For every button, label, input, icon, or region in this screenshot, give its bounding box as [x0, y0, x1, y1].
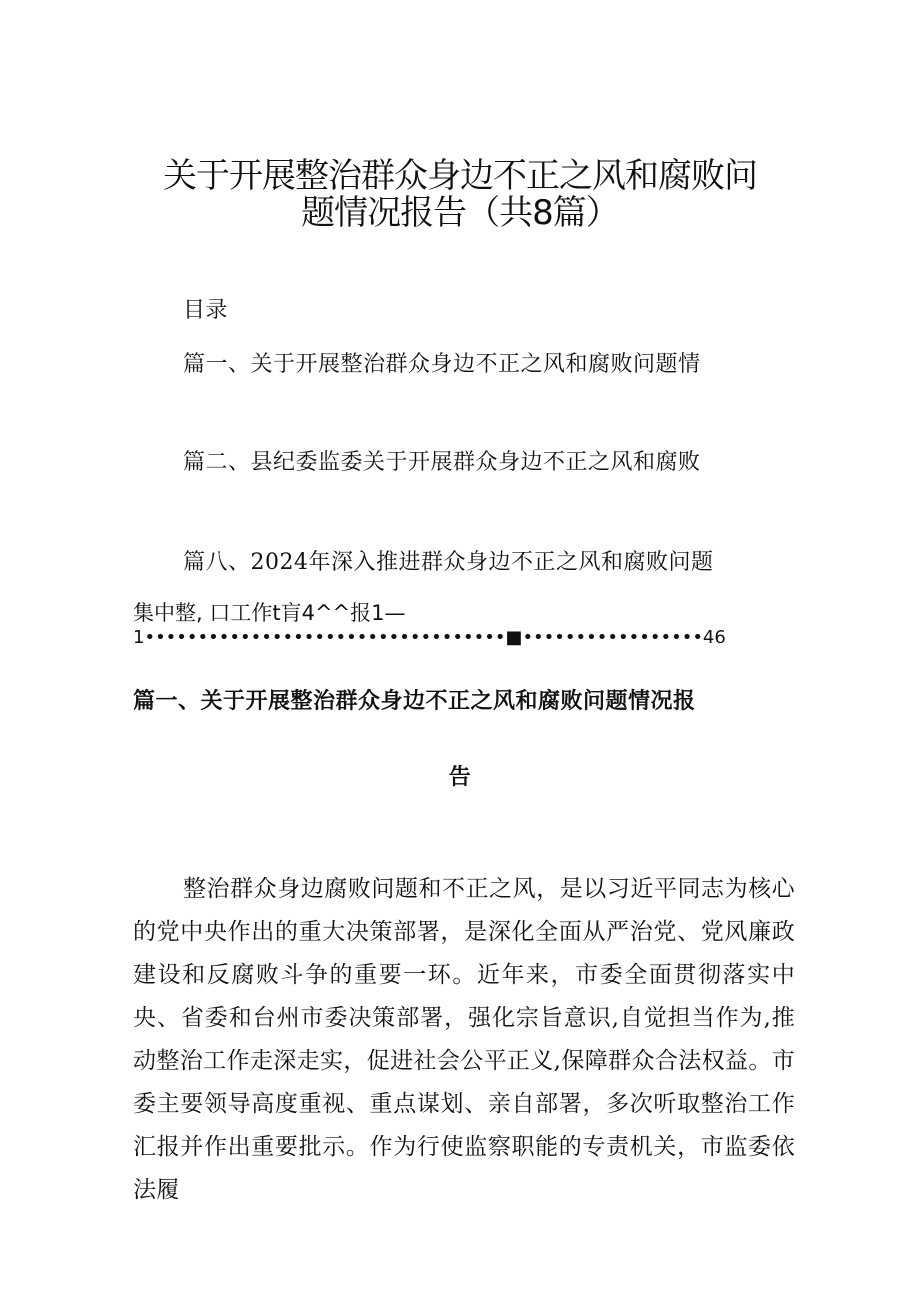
- document-title-line-2: 题情况报告（共8篇）: [301, 193, 619, 233]
- toc-heading: 目录: [183, 298, 229, 323]
- toc-entry-1: 篇一、关于开展整治群众身边不正之风和腐败问题情: [183, 352, 701, 377]
- toc-leader-line: 1••••••••••••••••••••••••••••••••••■•••••••••••••••••46: [133, 627, 726, 648]
- toc-entry-2: 篇二、县纪委监委关于开展群众身边不正之风和腐败: [183, 450, 701, 475]
- body-paragraph: 整治群众身边腐败问题和不正之风，是以习近平同志为核心的党中央作出的重大决策部署，是深化全面从严治党、党风廉政建设和反腐败斗争的重要一环。近年来，市委全面贯彻落实中央、省委和台州市委决策部署，强化宗旨意识,自觉担当作为,推动整治工作走深走实，促进社会公平正义,保障群众合法权益。市委主要领导高度重视、重点谋划、亲自部署，多次听取整治工作汇报并作出重要批示。作为行使监察职能的专责机关，市监委依法履: [133, 876, 795, 1203]
- section-heading-line-2: 告: [448, 765, 472, 790]
- toc-entry-8: 篇八、2024年深入推进群众身边不正之风和腐败问题: [183, 550, 714, 575]
- toc-garbled-line: 集中整, 口工作t肓4^^报1—: [133, 601, 406, 625]
- section-heading-line-1: 篇一、关于开展整治群众身边不正之风和腐败问题情况报: [133, 689, 696, 714]
- document-title-line-1: 关于开展整治群众身边不正之风和腐败问: [163, 156, 757, 196]
